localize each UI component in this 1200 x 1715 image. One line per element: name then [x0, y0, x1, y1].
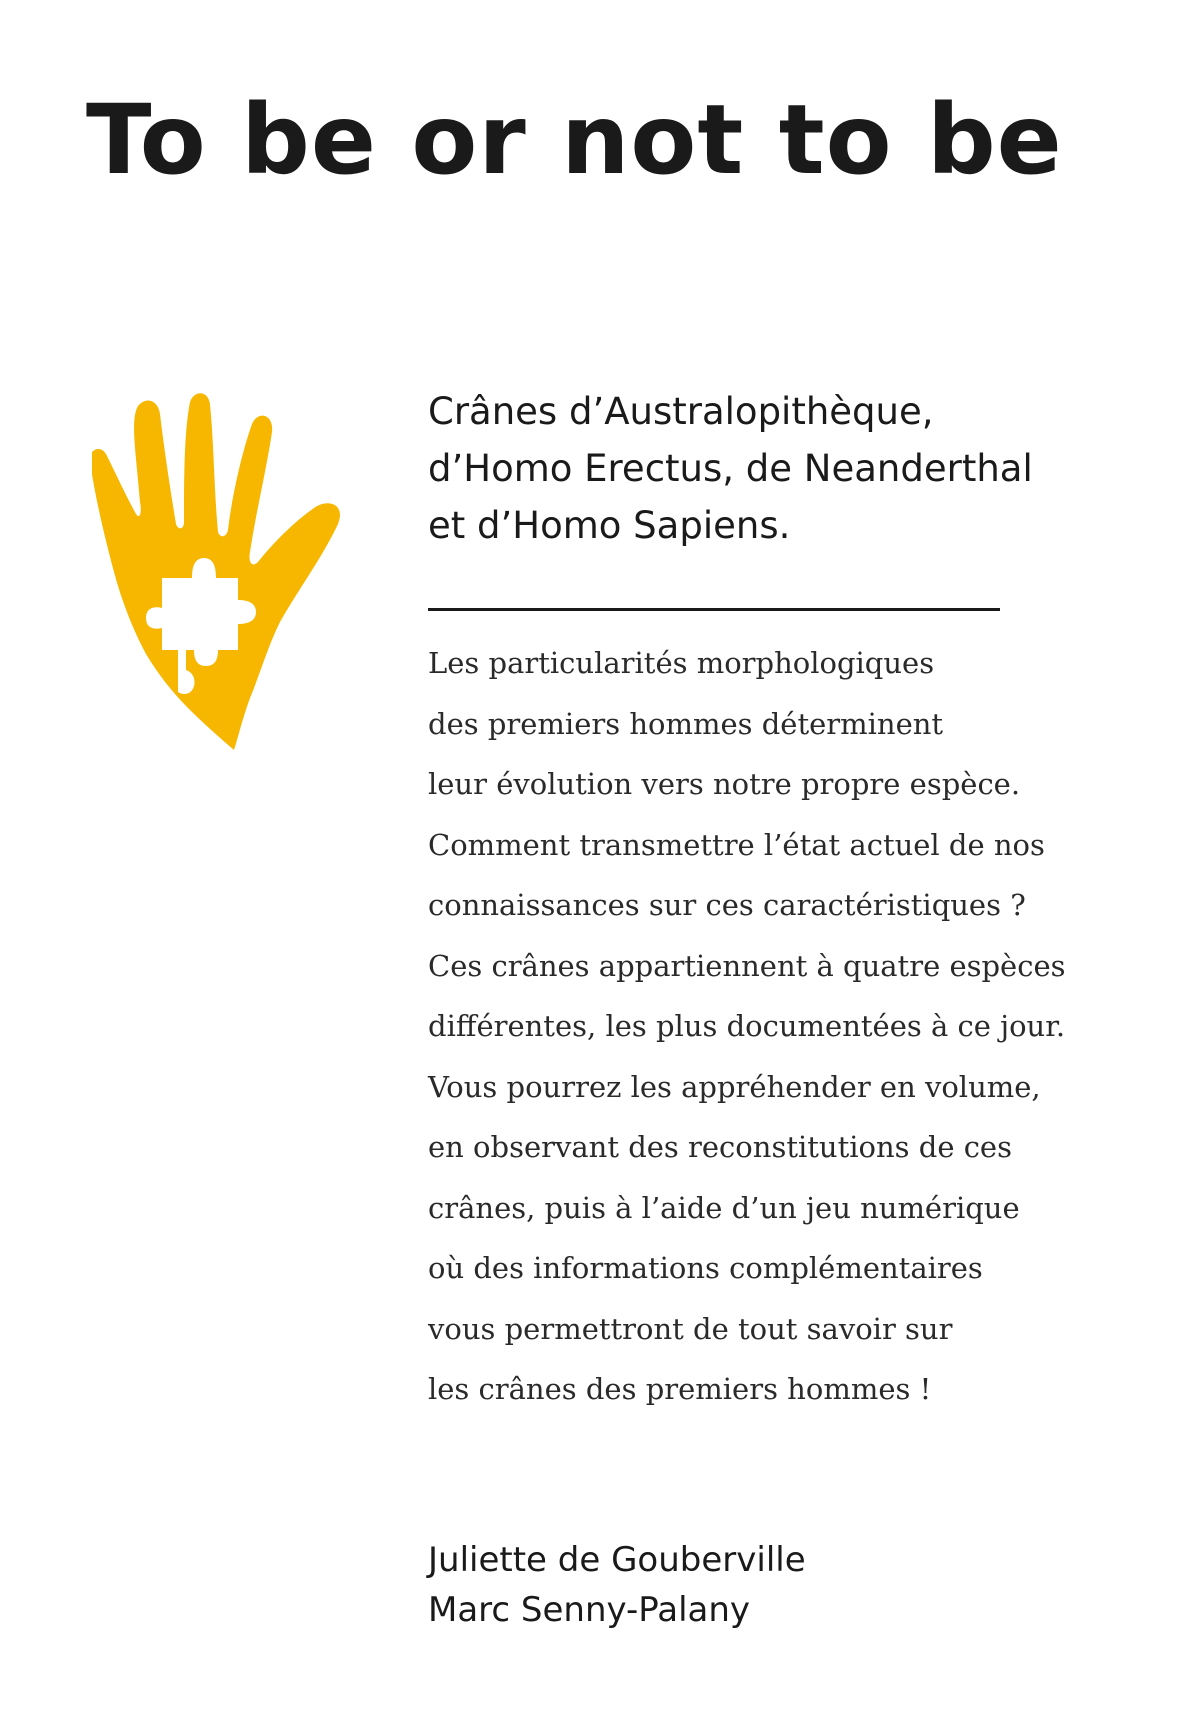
body-line: où des informations complémentaires	[428, 1251, 983, 1285]
subtitle-line: et d’Homo Sapiens.	[428, 504, 791, 547]
body-line: Vous pourrez les appréhender en volume,	[428, 1069, 1041, 1104]
body-line: Ces crânes appartiennent à quatre espèces	[428, 948, 1066, 983]
body-line: Les particularités morphologiques	[428, 646, 935, 680]
body-line: différentes, les plus documentées à ce jour.	[428, 1009, 1066, 1043]
body-line: connaissances sur ces caractéristiques ?	[428, 888, 1026, 922]
subtitle	[428, 383, 1108, 554]
body-line: crânes, puis à l’aide d’un jeu numérique	[428, 1190, 1020, 1225]
body-line: leur évolution vers notre propre espèce.	[428, 767, 1021, 801]
body-line: vous permettront de tout savoir sur	[428, 1311, 953, 1346]
author-name: Marc Senny-Palany	[428, 1590, 751, 1630]
divider	[428, 608, 1000, 611]
body-line: des premiers hommes déterminent	[428, 706, 944, 741]
body-paragraph	[428, 633, 1148, 1420]
author-name: Juliette de Gouberville	[428, 1540, 806, 1580]
subtitle-line: Crânes d’Australopithèque,	[428, 390, 934, 433]
body-line: les crânes des premiers hommes !	[428, 1372, 932, 1406]
authors	[428, 1535, 1128, 1635]
body-line: Comment transmettre l’état actuel de nos	[428, 827, 1045, 862]
hand-puzzle-icon	[92, 392, 364, 750]
body-line: en observant des reconstitutions de ces	[428, 1130, 1012, 1164]
subtitle-line: d’Homo Erectus, de Neanderthal	[428, 447, 1033, 490]
page-title: To be or not to be	[86, 84, 1063, 196]
